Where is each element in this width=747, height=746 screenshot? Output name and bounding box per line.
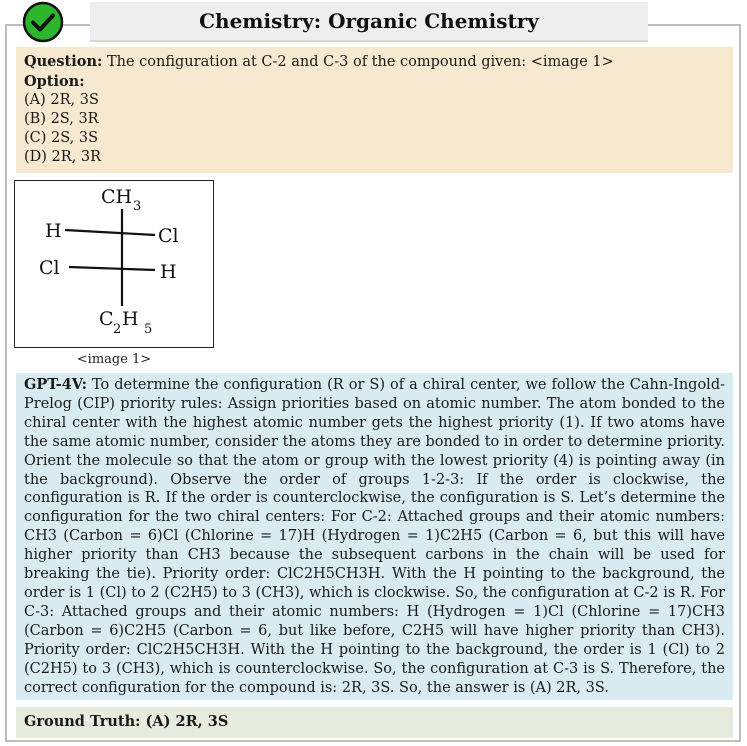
molecule-figure (14, 180, 214, 348)
answer-text: To determine the configuration (R or S) of a chiral center, we follow the Cahn-Ingold-Prelog (CIP) priority rules: Assign priorities based on atomic number. The atom bonded to the chiral center with the highest atomic number gets the highest priority (1). If two atoms have the same atomic number, consider the atoms they are bonded to in order to determine priority. Orient the molecule so that the atom or group with the lowest priority (4) is pointing away (in the background). Observe the order of groups 1-2-3: If the order is clockwise, the configuration is R. If the order is counterclockwise, the configuration is S. Let’s determine the configuration for the two chiral centers: For C-2: Attached groups and their atomic numbers: CH3 (Carbon = 6)Cl (Chlorine = 17)H (Hydrogen = 1)C2H5 (Carbon = 6, but this will have higher priority than CH3 because the subsequent carbons in the chain will be used for breaking the tie). Priority order: ClC2H5CH3H. With the H pointing to the background, the order is 1 (Cl) to 2 (C2H5) to 3 (CH3), which is clockwise. So, the configuration at C-2 is R. For C-3: Attached groups and their atomic numbers: H (Hydrogen = 1)Cl (Chlorine = 17)CH3 (Carbon = 6)C2H5 (Carbon = 6, but like before, C2H5 will have higher priority than CH3). Priority order: ClC2H5CH3H. With the H pointing to the background, the order is 1 (Cl) to 2 (C2H5) to 3 (CH3), which is counterclockwise. So, the configuration at C-3 is S. Therefore, the correct configuration for the compound is: 2R, 3S. So, the answer is (A) 2R, 3S. (24, 377, 725, 696)
atom-bottom-sub1: 2 (113, 322, 122, 337)
atom-lower-left-cl: Cl (39, 257, 60, 279)
option-b: (B) 2S, 3R (24, 111, 99, 127)
question-label: Question: (24, 53, 103, 70)
options-label: Option: (24, 73, 85, 90)
atom-bottom-c: C (99, 308, 114, 330)
atom-top-ch: CH (101, 186, 133, 208)
ground-truth-panel: Ground Truth: (A) 2R, 3S (16, 707, 733, 738)
option-c: (C) 2S, 3S (24, 130, 99, 146)
page-title: Chemistry: Organic Chemistry (90, 2, 648, 42)
fischer-projection (15, 181, 212, 346)
check-circle-icon (22, 1, 64, 43)
question-line (24, 52, 725, 72)
question-panel (16, 47, 733, 173)
upper-horizontal-bond (65, 230, 155, 235)
lower-horizontal-bond (69, 267, 155, 270)
atom-upper-left-h: H (45, 220, 62, 242)
option-a: (A) 2R, 3S (24, 92, 99, 108)
atom-bottom-sub2: 5 (144, 322, 153, 337)
atom-bottom-h: H (122, 308, 139, 330)
question-text: The configuration at C-2 and C-3 of the compound given: <image 1> (106, 54, 614, 70)
atom-upper-right-cl: Cl (158, 225, 179, 247)
atom-lower-right-h: H (160, 261, 177, 283)
figure-caption: <image 1> (76, 352, 152, 367)
option-d: (D) 2R, 3R (24, 149, 102, 165)
answer-label: GPT-4V: (24, 376, 87, 393)
atom-top-sub: 3 (133, 199, 142, 214)
model-answer-panel (16, 373, 733, 700)
